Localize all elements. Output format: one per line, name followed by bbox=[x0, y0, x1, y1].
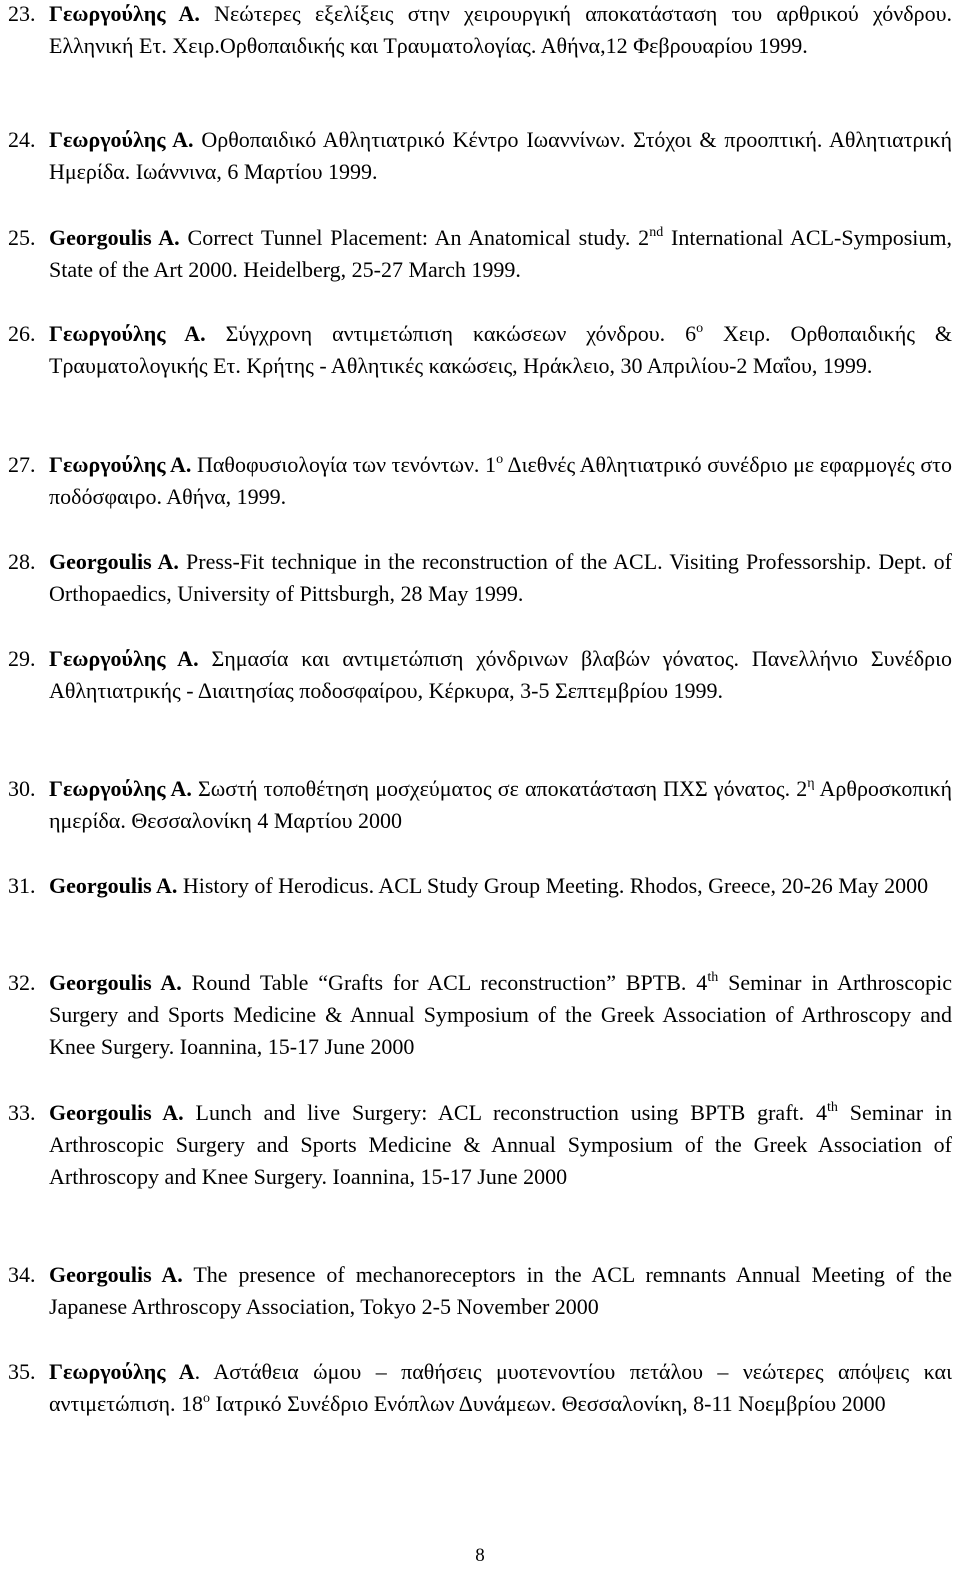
entry-author: Γεωργούλης Α. bbox=[49, 127, 194, 152]
entry-body bbox=[49, 0, 952, 62]
entry-author: Georgoulis A. bbox=[49, 1100, 184, 1125]
entry-number: 32. bbox=[8, 970, 36, 995]
entry-number: 27. bbox=[8, 452, 36, 477]
entry-body bbox=[49, 1259, 952, 1323]
entry-text: Round Table “Grafts for ACL reconstruction” BPTB. 4 bbox=[191, 970, 708, 995]
entry-superscript: th bbox=[826, 1100, 838, 1115]
reference-entry-26 bbox=[0, 318, 952, 382]
entry-superscript: th bbox=[707, 970, 719, 985]
entry-author: Georgoulis A. bbox=[49, 225, 180, 250]
entry-body bbox=[49, 222, 952, 286]
entry-text: Σημασία και αντιμετώπιση χόνδρινων βλαβών γόνατος. Πανελλήνιο Συνέδριο Αθλητιατρικής - Διαιτησίας ποδοσφαίρου, Κέρκυρα, 3-5 Σεπτεμβρίου 1999. bbox=[49, 646, 953, 703]
entry-number: 23. bbox=[8, 1, 36, 26]
page-number: 8 bbox=[475, 1545, 485, 1566]
reference-entry-23 bbox=[0, 0, 952, 62]
entry-text: Παθοφυσιολογία των τενόντων. 1 bbox=[197, 452, 497, 477]
entry-number: 35. bbox=[8, 1359, 36, 1384]
entry-body bbox=[49, 643, 952, 707]
entry-body bbox=[49, 870, 952, 902]
reference-entry-34 bbox=[0, 1259, 952, 1323]
entry-text: Σύγχρονη αντιμετώπιση κακώσεων χόνδρου. 6 bbox=[225, 321, 697, 346]
reference-entry-24 bbox=[0, 124, 952, 188]
reference-entry-31 bbox=[0, 870, 952, 902]
reference-entry-30 bbox=[0, 773, 952, 837]
reference-entry-27 bbox=[0, 449, 952, 513]
entry-number: 24. bbox=[8, 127, 36, 152]
entry-body bbox=[49, 318, 952, 382]
entry-text: Press-Fit technique in the reconstruction of the ACL. Visiting Professorship. Dept. of Orthopaedics, University of Pittsburgh, 28 May 1999. bbox=[49, 549, 953, 606]
entry-text: . Αστάθεια ώμου – παθήσεις μυοτενοντίου πετάλου – νεώτερες απόψεις και αντιμετώπιση. 18 bbox=[49, 1359, 952, 1416]
entry-text: History of Herodicus. ACL Study Group Meeting. Rhodos, Greece, 20-26 May 2000 bbox=[182, 873, 929, 898]
entry-body bbox=[49, 124, 952, 188]
entry-number: 33. bbox=[8, 1100, 36, 1125]
entry-number: 34. bbox=[8, 1262, 36, 1287]
entry-text: The presence of mechanoreceptors in the ACL remnants Annual Meeting of the Japanese Arthroscopy Association, Tokyo 2-5 November 2000 bbox=[49, 1262, 953, 1319]
entry-text: Ορθοπαιδικό Αθλητιατρικό Κέντρο Ιωαννίνων. Στόχοι & προοπτική. Αθλητιατρική Ημερίδα. Ιωάννινα, 6 Μαρτίου 1999. bbox=[49, 127, 952, 184]
entry-text: Σωστή τοποθέτηση μοσχεύματος σε αποκατάσταση ΠΧΣ γόνατος. 2 bbox=[198, 776, 808, 801]
entry-text-continued: International ACL-Symposium, State of the Art 2000. Heidelberg, 25-27 March 1999. bbox=[49, 225, 952, 282]
entry-body bbox=[49, 546, 952, 610]
entry-author: Georgoulis A. bbox=[49, 970, 182, 995]
entry-text-continued: Αρθροσκοπική ημερίδα. Θεσσαλονίκη 4 Μαρτίου 2000 bbox=[49, 776, 952, 833]
entry-author: Γεωργούλης Α. bbox=[49, 1, 200, 26]
entry-text-continued: Χειρ. Ορθοπαιδικής & Τραυματολογικής Ετ. Κρήτης - Αθλητικές κακώσεις, Ηράκλειο, 30 Απριλίου-2 Μαΐου, 1999. bbox=[49, 321, 953, 378]
entry-author: Γεωργούλης Α. bbox=[49, 776, 192, 801]
reference-entry-32 bbox=[0, 967, 952, 1063]
entry-author: Γεωργούλης Α. bbox=[49, 646, 199, 671]
reference-entry-28 bbox=[0, 546, 952, 610]
entry-body bbox=[49, 1097, 952, 1193]
entry-text-continued: Διεθνές Αθλητιατρικό συνέδριο με εφαρμογές στο ποδόσφαιρο. Αθήνα, 1999. bbox=[49, 452, 953, 509]
entry-text: Lunch and live Surgery: ACL reconstruction using BPTB graft. 4 bbox=[195, 1100, 827, 1125]
entry-superscript: ο bbox=[202, 1391, 210, 1406]
entry-number: 28. bbox=[8, 549, 36, 574]
entry-number: 29. bbox=[8, 646, 36, 671]
entry-number: 31. bbox=[8, 873, 36, 898]
entry-body bbox=[49, 449, 952, 513]
entry-text: Νεώτερες εξελίξεις στην χειρουργική αποκατάσταση του αρθρικού χόνδρου. Ελληνική Ετ. Χειρ.Ορθοπαιδικής και Τραυματολογίας. Αθήνα,12 Φεβρουαρίου 1999. bbox=[49, 1, 952, 58]
entry-number: 30. bbox=[8, 776, 36, 801]
entry-author: Georgoulis A. bbox=[49, 1262, 183, 1287]
entry-superscript: η bbox=[807, 776, 815, 791]
reference-entry-35 bbox=[0, 1356, 952, 1420]
entry-superscript: ο bbox=[696, 321, 704, 336]
entry-body bbox=[49, 1356, 952, 1420]
entry-superscript: ο bbox=[496, 452, 504, 467]
entry-superscript: nd bbox=[649, 225, 664, 240]
reference-entry-33 bbox=[0, 1097, 952, 1193]
entry-text: Correct Tunnel Placement: An Anatomical study. 2 bbox=[187, 225, 650, 250]
entry-author: Γεωργούλης Α. bbox=[49, 452, 192, 477]
entry-author: Γεωργούλης Α. bbox=[49, 321, 206, 346]
reference-entry-25 bbox=[0, 222, 952, 286]
entry-number: 26. bbox=[8, 321, 36, 346]
entry-text-continued: Seminar in Arthroscopic Surgery and Sports Medicine & Annual Symposium of the Greek Association of Arthroscopy and Knee Surgery. Ioannina, 15-17 June 2000 bbox=[49, 1100, 952, 1189]
entry-number: 25. bbox=[8, 225, 36, 250]
entry-text-continued: Ιατρικό Συνέδριο Ενόπλων Δυνάμεων. Θεσσαλονίκη, 8-11 Νοεμβρίου 2000 bbox=[209, 1391, 886, 1416]
entry-text-continued: Seminar in Arthroscopic Surgery and Sports Medicine & Annual Symposium of the Greek Association of Arthroscopy and Knee Surgery. Ioannina, 15-17 June 2000 bbox=[49, 970, 952, 1059]
entry-author: Georgoulis A. bbox=[49, 873, 178, 898]
entry-body bbox=[49, 773, 952, 837]
entry-body bbox=[49, 967, 952, 1063]
entry-author: Γεωργούλης Α bbox=[49, 1359, 195, 1384]
entry-author: Georgoulis A. bbox=[49, 549, 179, 574]
reference-entry-29 bbox=[0, 643, 952, 707]
